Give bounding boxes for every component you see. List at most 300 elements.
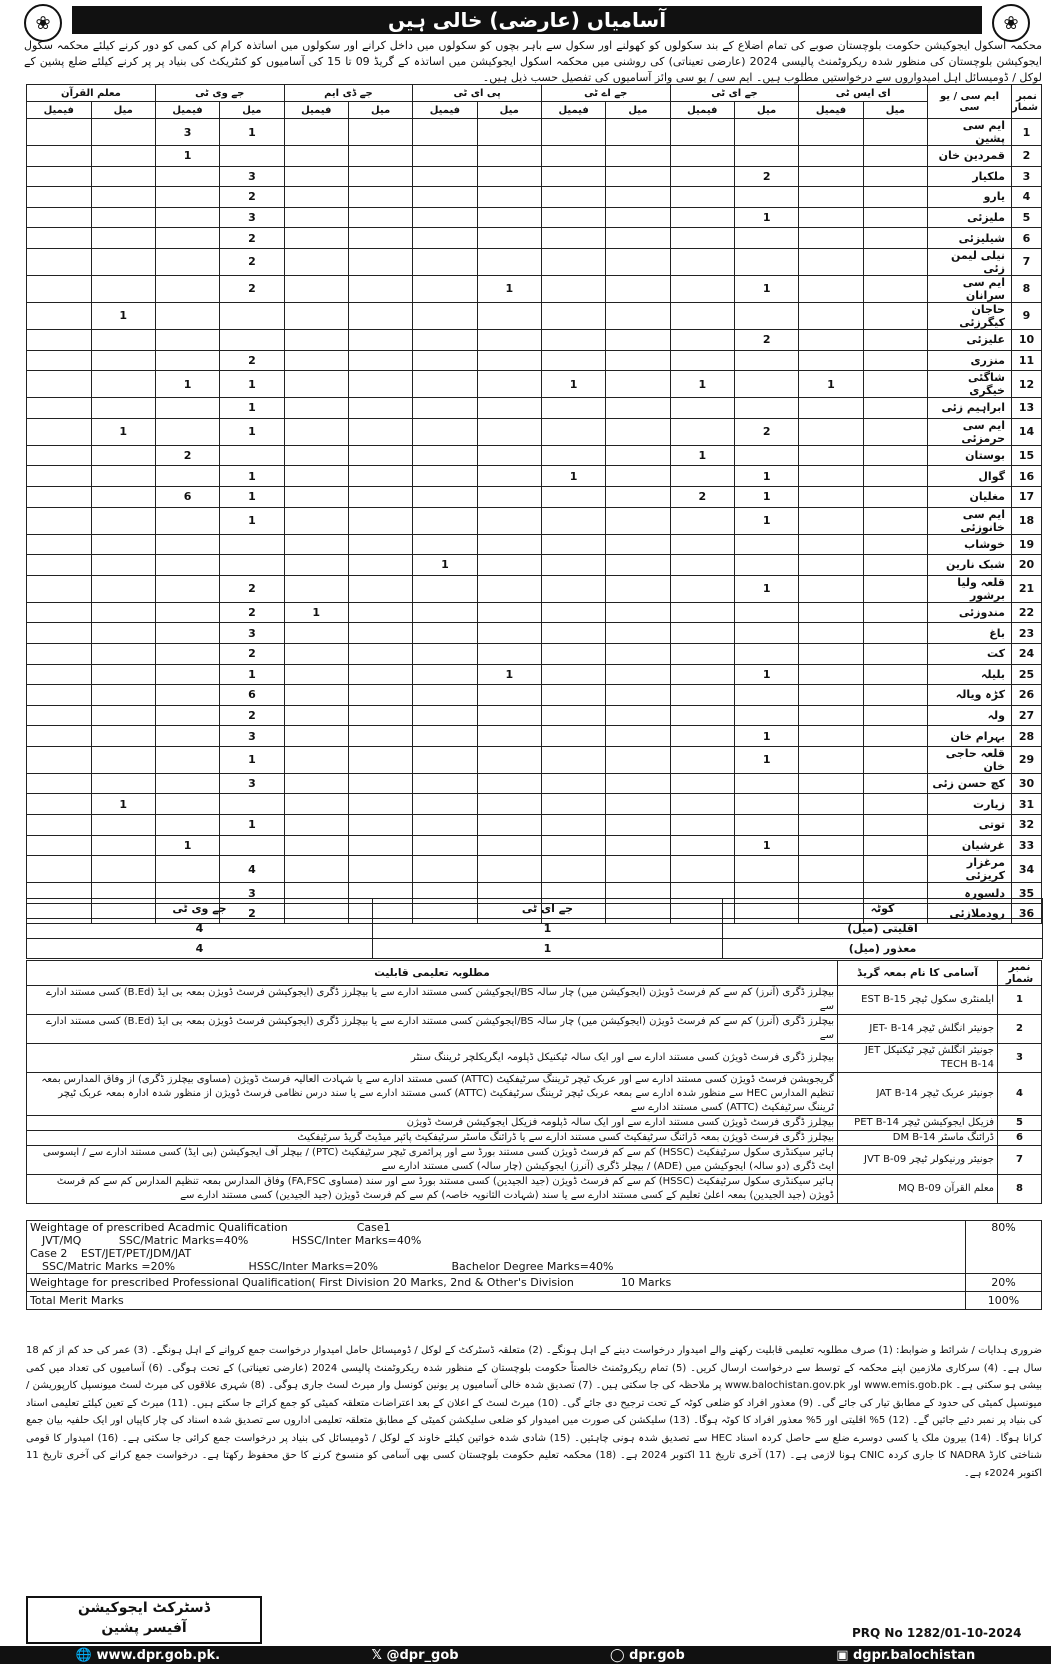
row-number: 13 xyxy=(1012,398,1042,419)
vacancy-count xyxy=(606,445,670,466)
table-row xyxy=(27,575,1042,602)
row-number: 24 xyxy=(1012,643,1042,664)
vacancy-count: 1 xyxy=(734,207,798,228)
vacancy-count xyxy=(348,329,412,350)
vacancy-count xyxy=(477,248,541,275)
vacancy-count xyxy=(799,418,863,445)
twitter-link[interactable]: 𝕏 @dpr_gob xyxy=(371,1647,459,1663)
vacancy-count xyxy=(91,166,155,187)
vacancy-count xyxy=(284,815,348,836)
vacancy-count xyxy=(670,166,734,187)
vacancy-count xyxy=(477,555,541,576)
vacancy-count xyxy=(734,602,798,623)
vacancy-count xyxy=(541,507,605,534)
vacancy-count xyxy=(606,275,670,302)
vacancy-count: 1 xyxy=(734,575,798,602)
vacancy-count xyxy=(734,371,798,398)
table-row xyxy=(27,486,1042,507)
vacancy-count xyxy=(541,643,605,664)
vacancy-count: 3 xyxy=(220,773,284,794)
vacancy-count xyxy=(155,555,219,576)
quota-value: 1 xyxy=(373,919,723,939)
vacancy-count xyxy=(734,119,798,146)
table-row xyxy=(27,466,1042,487)
qual-number: 1 xyxy=(998,986,1042,1015)
header-female: فیمیل xyxy=(155,102,219,119)
row-number: 32 xyxy=(1012,815,1042,836)
vacancy-count xyxy=(541,445,605,466)
vacancy-count xyxy=(413,815,477,836)
vacancy-count xyxy=(734,773,798,794)
vacancy-count xyxy=(477,534,541,555)
vacancy-count xyxy=(413,685,477,706)
table-row xyxy=(27,119,1042,146)
weightage-table xyxy=(26,1220,1042,1310)
vacancy-count: 1 xyxy=(91,794,155,815)
vacancy-count xyxy=(284,555,348,576)
qual-header: آسامی کا نام بمعہ گریڈ xyxy=(838,961,998,986)
header-female: فیمیل xyxy=(413,102,477,119)
vacancy-count xyxy=(348,302,412,329)
vacancy-count xyxy=(799,207,863,228)
vacancy-count xyxy=(348,166,412,187)
vacancy-count: 1 xyxy=(734,835,798,856)
table-row xyxy=(27,534,1042,555)
row-number: 21 xyxy=(1012,575,1042,602)
table-row xyxy=(27,248,1042,275)
vacancy-count xyxy=(606,835,670,856)
vacancy-count xyxy=(348,773,412,794)
vacancy-count xyxy=(155,856,219,883)
vacancy-count xyxy=(284,856,348,883)
uc-name: گوال xyxy=(928,466,1012,487)
vacancy-count: 2 xyxy=(220,602,284,623)
header-male: میل xyxy=(348,102,412,119)
vacancy-count: 3 xyxy=(220,726,284,747)
vacancy-count: 2 xyxy=(220,705,284,726)
vacancy-count xyxy=(413,350,477,371)
qual-requirement: بیچلرز ڈگری فرسٹ ڈویژن بمعہ ڈرائنگ سرٹیفکیٹ کسی مستند ادارے سے یا ڈرائنگ ماسٹر سرٹیفکیٹ پائپر میڈیٹ گریڈ سرٹیفکیٹ xyxy=(27,1131,838,1146)
vacancy-count xyxy=(477,794,541,815)
vacancy-count xyxy=(284,228,348,249)
vacancy-count xyxy=(413,856,477,883)
vacancy-count xyxy=(284,329,348,350)
vacancy-count: 2 xyxy=(220,187,284,208)
vacancy-count xyxy=(413,746,477,773)
vacancy-count xyxy=(284,664,348,685)
qual-post: ڈرائنگ ماسٹر DM B-14 xyxy=(838,1131,998,1146)
instructions-paragraph: ضروری ہدایات / شرائط و ضوابط: (1) صرف مطلوبہ تعلیمی قابلیت رکھنے والے امیدوار درخواست دینے کے اہل ہونگے۔ (2) متعلقہ ڈسٹرکٹ کے لوکل / ڈومیسائل حامل امیدوار درخواست جمع کروانے کے اہل ہونگے۔ (3) عمر کی حد کم از کم 18 سال ہے۔ (4) سرکاری ملازمین اپنے محکمہ کے توسط سے درخواست ارسال کریں۔ (5) تمام ریکروٹمنٹ خالصتاً حکومت بلوچستان کے منظور شدہ ریکروٹمنٹ پالیسی 2024 (عارضی تعیناتی) کے تحت ہوگی۔ (6) آسامیوں کی تعداد میں کمی بیشی ہو سکتی ہے۔ www.emis.gob.pk اور www.balochistan.gov.pk پر ملاحظہ کی جا سکتی ہیں۔ (7) تصدیق شدہ خالی آسامیوں پر یونین کونسل وار میرٹ لسٹ جاری ہوگی۔ (8) شہری علاقوں کی میرٹ لسٹ میونسپل کارپوریشن / میونسپل کمیٹی کی حدود کے مطابق تیار کی جائے گی۔ (9) معذور افراد کو ضلعی کوٹہ کے تحت ترجیح دی جائے گی۔ (10) میرٹ لسٹ کے اعلان کے بعد اعتراضات متعلقہ کمیٹی کو جمع کرائے جا سکتے ہیں۔ (11) میرٹ کے تعین کیلئے تعلیمی اسناد کی بنیاد پر نمبر دئیے جائیں گے۔ (12) 5% اقلیتی اور 5% معذور افراد کا کوٹہ ہوگا۔ (13) سلیکشن کی صورت میں امیدوار کو ضلعی سلیکشن کمیٹی کے مطابق متعلقہ تعلیمی اداروں سے تصدیق شدہ اسناد کی چار کاپیاں اور ایک حلفیہ بیان جمع کرانا ہوگا۔ (14) بیرون ملک یا کسی دوسرے ضلع سے حاصل کردہ اسناد HEC سے تصدیق شدہ ہونی چاہئیں۔ (15) شادی شدہ خواتین کیلئے خاوند کے لوکل / ڈومیسائل کی بنیاد پر درخواست جمع کرائی جا سکتی ہے۔ (16) امیدوار کا قومی شناختی کارڈ NADRA کا جاری کردہ CNIC ہونا لازمی ہے۔ (17) آخری تاریخ 11 اکتوبر 2024 ہے۔ (18) محکمہ تعلیم حکومت بلوچستان کسی بھی آسامی کو منسوخ کرنے کا حق محفوظ رکھتا ہے۔ درخواست جمع کرانے کی آخری تاریخ 11 اکتوبر 2024ء ہے۔ xyxy=(26,1345,1043,1479)
vacancy-count xyxy=(863,248,927,275)
uc-name: قمردین خان xyxy=(928,146,1012,167)
vacancy-count xyxy=(670,350,734,371)
vacancy-count xyxy=(348,856,412,883)
vacancy-count xyxy=(155,302,219,329)
vacancy-count xyxy=(284,146,348,167)
vacancy-count xyxy=(477,835,541,856)
qual-requirement: ہائیر سیکنڈری سکول سرٹیفکیٹ (HSSC) کم سے کم فرسٹ ڈویژن (جید الجیدین) کسی مستند بورڈ سے اور سند (مساوی FA,FSC) وفاق المدارس بمعہ تنظیم المدارس کم سے کم فرسٹ ڈویژن (جید الجیدین) بمعہ اعلیٰ تعلیم کے کسی مستند ادارے سے یا سند (شہادت الثانویہ خاصہ) کم سے کم فرسٹ ڈویژن (جید الجیدین) کسی مستند ادارے سے xyxy=(27,1175,838,1204)
table-row xyxy=(27,664,1042,685)
vacancy-count xyxy=(27,746,92,773)
vacancy-count xyxy=(477,856,541,883)
vacancy-count: 3 xyxy=(220,166,284,187)
header-male: میل xyxy=(220,102,284,119)
uc-name: یارو xyxy=(928,187,1012,208)
vacancy-count xyxy=(670,534,734,555)
table-row xyxy=(27,815,1042,836)
vacancy-count xyxy=(606,643,670,664)
vacancy-count xyxy=(348,835,412,856)
vacancy-count xyxy=(863,534,927,555)
vacancy-count xyxy=(477,418,541,445)
vacancy-count xyxy=(734,248,798,275)
vacancy-count xyxy=(799,119,863,146)
uc-name: خوشاب xyxy=(928,534,1012,555)
header-male: میل xyxy=(734,102,798,119)
vacancy-count xyxy=(541,555,605,576)
vacancy-count xyxy=(541,815,605,836)
vacancy-count xyxy=(799,815,863,836)
page-title: آسامیاں (عارضی) خالی ہیں xyxy=(72,6,982,34)
vacancy-count xyxy=(220,329,284,350)
vacancy-count: 6 xyxy=(220,685,284,706)
uc-name: مرغزار کریزئی xyxy=(928,856,1012,883)
vacancy-count xyxy=(27,773,92,794)
vacancy-count xyxy=(220,835,284,856)
vacancy-count xyxy=(863,466,927,487)
vacancy-count xyxy=(477,119,541,146)
vacancy-count xyxy=(670,643,734,664)
vacancy-count xyxy=(606,555,670,576)
row-number: 30 xyxy=(1012,773,1042,794)
header-group: جے وی ٹی xyxy=(155,85,284,102)
vacancy-count xyxy=(734,705,798,726)
vacancy-count xyxy=(606,534,670,555)
vacancy-count xyxy=(27,248,92,275)
header-female: فیمیل xyxy=(27,102,92,119)
row-number: 1 xyxy=(1012,119,1042,146)
vacancy-count xyxy=(155,248,219,275)
vacancy-count xyxy=(477,623,541,644)
header-uc: ایم سی / یو سی xyxy=(928,85,1012,119)
vacancy-count xyxy=(413,726,477,747)
vacancy-count xyxy=(348,705,412,726)
officer-signature-box xyxy=(26,1596,262,1644)
vacancy-count: 3 xyxy=(220,883,284,904)
vacancy-count xyxy=(734,643,798,664)
vacancy-count xyxy=(155,350,219,371)
vacancy-count xyxy=(606,146,670,167)
header-female: فیمیل xyxy=(799,102,863,119)
vacancy-count xyxy=(541,207,605,228)
vacancy-count xyxy=(734,146,798,167)
vacancy-count xyxy=(284,835,348,856)
officer-line: ڈسٹرکٹ ایجوکیشن xyxy=(78,1600,210,1616)
vacancy-count: 1 xyxy=(541,371,605,398)
vacancy-count xyxy=(670,815,734,836)
qual-number: 4 xyxy=(998,1073,1042,1116)
vacancy-count xyxy=(91,555,155,576)
vacancy-count xyxy=(284,207,348,228)
vacancy-count xyxy=(670,555,734,576)
table-row xyxy=(27,1015,1042,1044)
vacancy-count xyxy=(863,726,927,747)
header-group: جے ای ٹی xyxy=(670,85,799,102)
vacancy-count xyxy=(284,187,348,208)
vacancy-count xyxy=(413,187,477,208)
vacancy-count xyxy=(284,350,348,371)
website-link[interactable]: 🌐 www.dpr.gob.pk. xyxy=(75,1647,221,1663)
qual-requirement: بیچلرز ڈگری فرسٹ ڈویژن کسی مستند ادارے سے اور ایک سالہ ٹیکنیکل ڈپلومہ ایگریکلچر ٹریننگ سنٹر xyxy=(27,1044,838,1073)
vacancy-count xyxy=(670,466,734,487)
vacancy-count xyxy=(734,350,798,371)
vacancy-count xyxy=(734,794,798,815)
row-number: 14 xyxy=(1012,418,1042,445)
vacancy-count xyxy=(606,371,670,398)
vacancy-count xyxy=(477,602,541,623)
uc-name: زیارت xyxy=(928,794,1012,815)
row-number: 22 xyxy=(1012,602,1042,623)
vacancy-count xyxy=(670,705,734,726)
qual-post: ایلمنٹری سکول ٹیچر EST B-15 xyxy=(838,986,998,1015)
table-row xyxy=(27,207,1042,228)
vacancy-count xyxy=(284,746,348,773)
vacancy-count xyxy=(220,445,284,466)
qual-number: 5 xyxy=(998,1116,1042,1131)
vacancy-count xyxy=(413,329,477,350)
vacancy-count xyxy=(799,643,863,664)
vacancy-count xyxy=(799,146,863,167)
table-row xyxy=(27,445,1042,466)
vacancy-count xyxy=(91,664,155,685)
header-male: میل xyxy=(863,102,927,119)
vacancy-count: 3 xyxy=(155,119,219,146)
vacancy-count xyxy=(27,486,92,507)
table-row xyxy=(27,602,1042,623)
vacancy-count xyxy=(155,794,219,815)
vacancy-count xyxy=(541,302,605,329)
vacancy-count xyxy=(606,746,670,773)
vacancy-count xyxy=(477,228,541,249)
vacancy-count xyxy=(477,187,541,208)
vacancy-count xyxy=(27,534,92,555)
vacancy-count xyxy=(863,166,927,187)
vacancy-count xyxy=(284,119,348,146)
vacancy-count xyxy=(27,794,92,815)
vacancy-count: 1 xyxy=(91,418,155,445)
weightage-professional: Weightage for prescribed Professional Qualification( First Division 20 Marks, 2nd & Other's Division 10 Marks xyxy=(27,1274,966,1292)
vacancy-count xyxy=(606,329,670,350)
vacancy-count xyxy=(541,486,605,507)
vacancy-count xyxy=(155,643,219,664)
vacancy-count xyxy=(91,119,155,146)
row-number: 27 xyxy=(1012,705,1042,726)
table-row xyxy=(27,166,1042,187)
vacancy-count xyxy=(606,248,670,275)
vacancy-count xyxy=(413,794,477,815)
uc-name: کڑہ ویالہ xyxy=(928,685,1012,706)
vacancy-count xyxy=(606,187,670,208)
weightage-academic: Weightage of prescribed Acadmic Qualification Case1 JVT/MQ SSC/Matric Marks=40% HSSC/Inter Marks=40% Case 2 EST/JET/PET/JDM/JAT SSC/Matric Marks =20% HSSC/Inter Marks=20% Bachelor Degree Marks=40% xyxy=(27,1221,966,1274)
uc-name: بلیلہ xyxy=(928,664,1012,685)
row-number: 25 xyxy=(1012,664,1042,685)
vacancy-count xyxy=(91,746,155,773)
vacancy-count xyxy=(91,187,155,208)
vacancy-count: 1 xyxy=(734,746,798,773)
vacancy-count xyxy=(541,418,605,445)
vacancy-count xyxy=(91,856,155,883)
vacancy-count xyxy=(155,166,219,187)
vacancy-count xyxy=(284,643,348,664)
vacancy-count xyxy=(734,623,798,644)
vacancy-count xyxy=(606,623,670,644)
vacancy-count xyxy=(91,350,155,371)
vacancy-count: 1 xyxy=(155,835,219,856)
vacancy-count xyxy=(155,207,219,228)
uc-name: مندوزئی xyxy=(928,602,1012,623)
vacancy-count xyxy=(27,228,92,249)
vacancy-count xyxy=(155,623,219,644)
vacancy-count xyxy=(348,418,412,445)
vacancy-count xyxy=(477,302,541,329)
vacancy-count xyxy=(477,575,541,602)
table-row xyxy=(27,555,1042,576)
qual-requirement: بیچلرز ڈگری فرسٹ ڈویژن کسی مستند ادارے سے اور ایک سالہ ڈپلومہ فزیکل ایجوکیشن فرسٹ ڈویژن xyxy=(27,1116,838,1131)
vacancy-count: 1 xyxy=(477,664,541,685)
header-female: فیمیل xyxy=(284,102,348,119)
vacancy-count xyxy=(284,166,348,187)
uc-name: بوستان xyxy=(928,445,1012,466)
vacancy-count xyxy=(27,371,92,398)
vacancy-count xyxy=(606,685,670,706)
vacancy-count xyxy=(27,575,92,602)
vacancy-count xyxy=(220,794,284,815)
vacancy-count xyxy=(863,746,927,773)
vacancy-count xyxy=(863,685,927,706)
row-number: 17 xyxy=(1012,486,1042,507)
qual-requirement: بیچلرز ڈگری (آنرز) کم سے کم فرسٹ ڈویژن (ایجوکیشن میں) چار سالہ BS/ایجوکیشن کسی مستند ادارے سے یا بیچلرز ڈگری (ایجوکیشن فرسٹ ڈویژن بمعہ بی ایڈ (B.Ed) کسی مستند ادارے سے xyxy=(27,986,838,1015)
vacancy-count xyxy=(606,418,670,445)
facebook-link[interactable]: ▣ dgpr.balochistan xyxy=(836,1647,976,1663)
qual-header: نمبر شمار xyxy=(998,961,1042,986)
vacancy-count xyxy=(477,643,541,664)
qual-post: جونیئر انگلش ٹیچر JET- B-14 xyxy=(838,1015,998,1044)
vacancy-count xyxy=(27,329,92,350)
row-number: 35 xyxy=(1012,883,1042,904)
uc-name: شیلیزئی xyxy=(928,228,1012,249)
vacancy-count xyxy=(863,623,927,644)
intro-paragraph: محکمہ اسکول ایجوکیشن حکومت بلوچستان صوبے کی تمام اضلاع کے بند سکولوں کو کھولنے اور سکول سے باہر بچوں کو سکولوں میں داخل کرانے اور سکولوں میں اساتذہ کرام کی کمی کو دور کرنے کیلئے محکمہ سکول ایجوکیشن بلوچستان کی منظور شدہ ریکروٹمنٹ پالیسی 2024 (عارضی تعیناتی) کی روشنی میں محکمہ اسکول ایجوکیشن میں اساتذہ کے گریڈ 09 تا 15 کی آسامیوں کو کنٹریکٹ کی بنیاد پر پر کرنے کیلئے ضلع پشین کے لوکل / ڈومیسائل اہل امیدواروں سے درخواستیں مطلوب ہیں۔ ایم سی / یو سی وائز آسامیوں کی تفصیل حسب ذیل ہیں۔ xyxy=(24,39,1042,84)
vacancy-count xyxy=(541,746,605,773)
vacancy-count xyxy=(799,486,863,507)
vacancy-count xyxy=(348,398,412,419)
vacancy-count xyxy=(155,466,219,487)
vacancy-count xyxy=(734,445,798,466)
vacancy-count xyxy=(863,371,927,398)
vacancy-count: 1 xyxy=(734,726,798,747)
table-row xyxy=(27,835,1042,856)
row-number: 4 xyxy=(1012,187,1042,208)
vacancy-count xyxy=(348,623,412,644)
vacancy-count xyxy=(27,726,92,747)
total-merit-label: Total Merit Marks xyxy=(27,1292,966,1310)
uc-name: باغ xyxy=(928,623,1012,644)
vacancy-count xyxy=(91,507,155,534)
vacancy-count xyxy=(348,207,412,228)
vacancy-count xyxy=(284,275,348,302)
vacancy-count xyxy=(91,248,155,275)
qual-number: 8 xyxy=(998,1175,1042,1204)
vacancy-count xyxy=(863,575,927,602)
vacancy-count: 1 xyxy=(284,602,348,623)
vacancy-count xyxy=(413,302,477,329)
vacancy-count: 6 xyxy=(155,486,219,507)
vacancy-count xyxy=(477,398,541,419)
table-row xyxy=(27,1073,1042,1116)
instagram-link[interactable]: ◯ dpr.gob xyxy=(610,1647,685,1663)
vacancy-count xyxy=(413,371,477,398)
vacancy-count xyxy=(284,302,348,329)
vacancy-count xyxy=(284,794,348,815)
vacancy-count xyxy=(606,350,670,371)
vacancy-count xyxy=(863,187,927,208)
vacancy-count xyxy=(863,773,927,794)
vacancy-count xyxy=(284,398,348,419)
vacancy-count xyxy=(541,228,605,249)
vacancy-count xyxy=(541,398,605,419)
vacancy-count xyxy=(284,486,348,507)
vacancy-count: 2 xyxy=(220,228,284,249)
vacancy-count xyxy=(220,302,284,329)
vacancy-count xyxy=(799,507,863,534)
vacancy-count xyxy=(734,555,798,576)
vacancy-count xyxy=(670,398,734,419)
vacancy-count xyxy=(220,555,284,576)
vacancy-count xyxy=(27,445,92,466)
vacancy-count: 2 xyxy=(220,275,284,302)
uc-name: مغلیان xyxy=(928,486,1012,507)
vacancy-count xyxy=(27,275,92,302)
vacancy-count xyxy=(606,773,670,794)
vacancy-count xyxy=(91,773,155,794)
table-row xyxy=(27,1175,1042,1204)
vacancy-count xyxy=(220,534,284,555)
vacancy-count: 2 xyxy=(734,329,798,350)
vacancy-count xyxy=(541,119,605,146)
vacancy-count: 1 xyxy=(799,371,863,398)
vacancy-count xyxy=(799,329,863,350)
vacancy-count xyxy=(155,705,219,726)
weightage-academic-pct: 80% xyxy=(966,1221,1042,1274)
vacancy-count xyxy=(863,835,927,856)
uc-name: قلعہ حاجی خان xyxy=(928,746,1012,773)
table-row xyxy=(27,329,1042,350)
vacancy-count xyxy=(606,507,670,534)
vacancy-count: 1 xyxy=(220,664,284,685)
uc-name: رودملازئی xyxy=(928,903,1012,924)
vacancy-count xyxy=(799,575,863,602)
vacancy-count xyxy=(348,643,412,664)
vacancy-count xyxy=(413,486,477,507)
vacancy-count xyxy=(27,507,92,534)
vacancy-count xyxy=(27,466,92,487)
vacancy-count xyxy=(348,248,412,275)
vacancy-count xyxy=(348,507,412,534)
vacancy-count xyxy=(284,623,348,644)
row-number: 29 xyxy=(1012,746,1042,773)
table-row xyxy=(27,275,1042,302)
vacancy-count xyxy=(413,466,477,487)
